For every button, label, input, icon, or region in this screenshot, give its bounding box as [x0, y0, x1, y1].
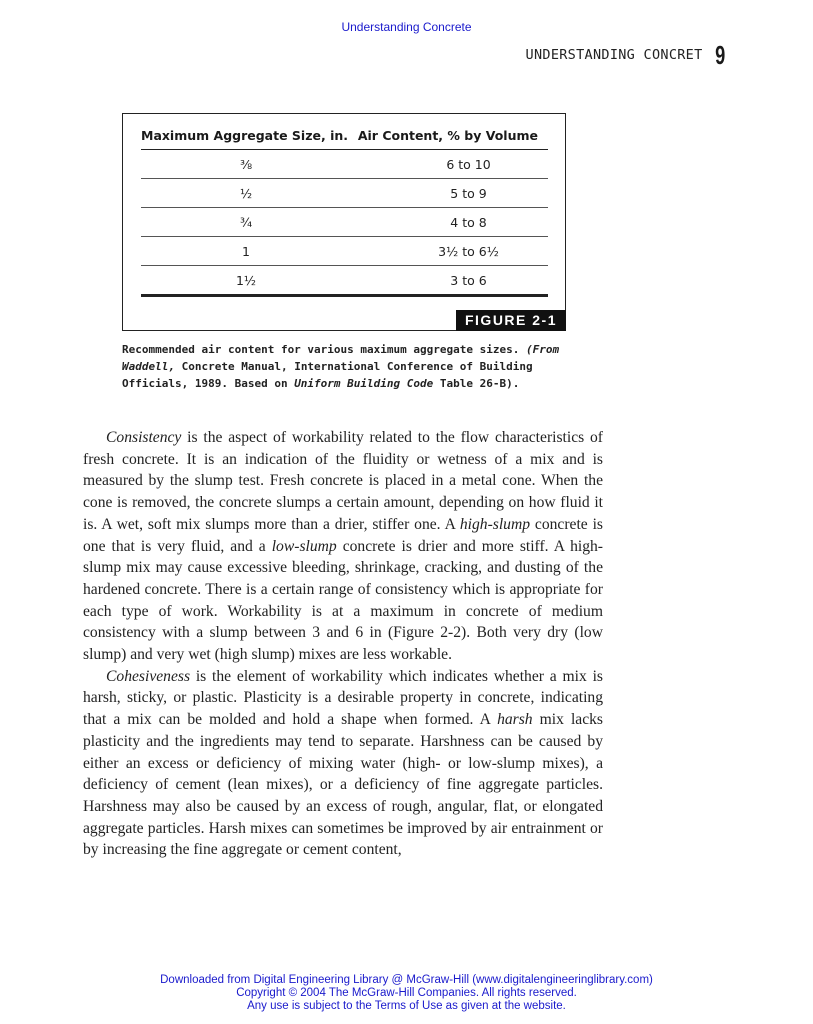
footer-terms[interactable]: Any use is subject to the Terms of Use as given at the website. — [247, 1000, 566, 1012]
aggregate-size-cell: ½ — [141, 179, 351, 208]
running-head — [526, 42, 727, 68]
caption-code: Uniform Building Code — [294, 377, 434, 390]
aggregate-size-cell: ⅜ — [141, 150, 351, 179]
paragraph-text: concrete is one that is very fluid, and a — [83, 515, 603, 555]
table-header-row — [141, 124, 548, 150]
caption-text: Concrete Manual, International Conference of Building Officials, 1989. Based on — [122, 360, 533, 390]
running-title: UNDERSTANDING CONCRET — [525, 47, 703, 63]
page-number: 9 — [714, 40, 725, 70]
term-low-slump: low-slump — [271, 537, 337, 555]
term-consistency: Consistency — [106, 429, 182, 446]
term-harsh: harsh — [497, 711, 533, 729]
figure-caption — [122, 341, 568, 392]
air-content-cell: 5 to 9 — [351, 179, 548, 208]
aggregate-size-cell: ¾ — [141, 208, 351, 237]
air-content-cell: 6 to 10 — [351, 150, 548, 179]
footer-copyright: Copyright © 2004 The McGraw-Hill Companies. All rights reserved. — [236, 987, 577, 999]
aggregate-size-cell: 1½ — [141, 266, 351, 296]
caption-source: (From Waddell, — [122, 343, 560, 373]
air-content-table — [141, 124, 548, 297]
aggregate-size-cell: 1 — [141, 237, 351, 266]
table-row — [141, 179, 548, 208]
paragraph-cohesiveness — [83, 666, 603, 861]
paragraph-text: is the aspect of workability related to the flow characteristics of fresh concrete. It is an indication of the fluidity or wetness of a mix and is measured by the slump test. Fresh concrete is placed in a metal cone. When the cone is removed, the concrete slumps a certain amount, depending on how fluid it is. A wet, soft mix slumps more than a drier, stiffer one. A — [83, 429, 603, 533]
term-high-slump: high-slump — [459, 515, 531, 533]
body-text — [83, 427, 603, 861]
air-content-cell: 3 to 6 — [351, 266, 548, 296]
header-air-content: Air Content, % by Volume — [351, 124, 548, 150]
table-row — [141, 208, 548, 237]
footer — [0, 974, 813, 1013]
caption-text: Recommended air content for various maximum aggregate sizes. — [122, 343, 526, 356]
table-row — [141, 266, 548, 296]
table-row — [141, 150, 548, 179]
air-content-cell: 4 to 8 — [351, 208, 548, 237]
paragraph-text: mix lacks plasticity and the ingredients may tend to separate. Harshness can be caused by either an excess or deficiency of mixing water (high- or low-slump mixes), a deficiency of cement (lean mixes), or a deficiency of fine aggregate particles. Harshness may also be caused by an excess of rough, angular, flat, or elongated aggregate particles. Harsh mixes can sometimes be improved by air entrainment or by increasing the fine aggregate or cement content, — [83, 711, 603, 859]
figure-2-1 — [122, 113, 566, 331]
top-link[interactable]: Understanding Concrete — [341, 20, 472, 34]
footer-download-link[interactable]: Downloaded from Digital Engineering Library @ McGraw-Hill (www.digitalengineeringlibrary.com) — [160, 974, 653, 986]
paragraph-consistency — [83, 427, 603, 666]
paragraph-text: is the element of workability which indicates whether a mix is harsh, sticky, or plastic. Plasticity is a desirable property in concrete, indicating that a mix can be molded and hold a shape when formed. A — [83, 667, 603, 729]
term-cohesiveness: Cohesiveness — [106, 667, 191, 685]
paragraph-text: concrete is drier and more stiff. A high-slump mix may cause excessive bleeding, shrinkage, cracking, and dusting of the hardened concrete. There is a certain range of consistency which is appropriate for each type of work. Workability is at a maximum in concrete of medium consistency with a slump between 3 and 6 in (Figure 2-2). Both very dry (low slump) and very wet (high slump) mixes are less workable. — [83, 537, 603, 664]
caption-text: Table 26-B). — [433, 377, 520, 390]
air-content-cell: 3½ to 6½ — [351, 237, 548, 266]
header-aggregate-size: Maximum Aggregate Size, in. — [141, 124, 351, 150]
table-row — [141, 237, 548, 266]
figure-label: FIGURE 2-1 — [456, 310, 566, 331]
